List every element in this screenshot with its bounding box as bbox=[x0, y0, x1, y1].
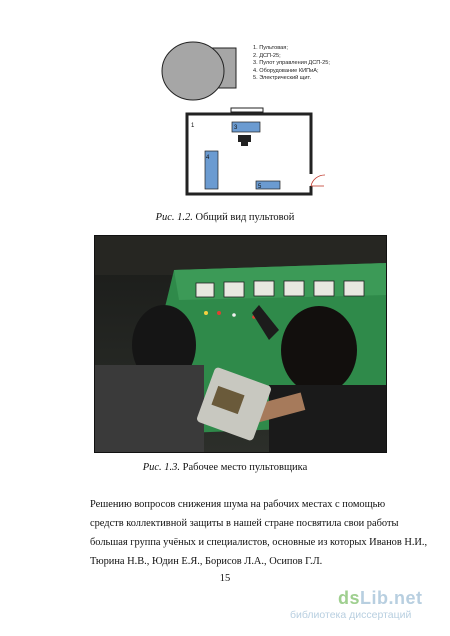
caption-prefix: Рис. 1.3. bbox=[142, 462, 181, 473]
passage-strip bbox=[231, 108, 263, 112]
legend-item: 1. Пультовая; bbox=[253, 45, 288, 51]
page-number: 15 bbox=[219, 573, 231, 584]
legend-item: 3. Пулот управления ДСП-25; bbox=[253, 60, 330, 67]
figure-caption-1-3 bbox=[0, 462, 450, 473]
room-label-1: 1 bbox=[191, 123, 195, 129]
paragraph-line: большая группа учёных и специалистов, основные из которых Иванов Н.И., bbox=[90, 537, 428, 548]
watermark-logo bbox=[338, 588, 423, 609]
door-arc bbox=[311, 175, 325, 186]
furnace-ellipse bbox=[162, 42, 224, 100]
operator-workplace-photo bbox=[94, 235, 387, 453]
legend-item: 5. Электрический щит. bbox=[253, 75, 312, 82]
room-label-3: 3 bbox=[234, 125, 238, 131]
legend-item: 2. ДСП-25; bbox=[253, 52, 281, 59]
room-label-5: 5 bbox=[258, 184, 262, 190]
body-paragraph bbox=[90, 495, 428, 571]
caption-prefix: Рис. 1.2. bbox=[155, 212, 193, 223]
watermark-subtitle: библиотека диссертаций bbox=[290, 609, 412, 621]
paragraph-line: Решению вопросов снижения шума на рабочих местах с помощью bbox=[90, 499, 386, 510]
diagram-legend bbox=[253, 45, 330, 83]
caption-text: Общий вид пультовой bbox=[192, 212, 295, 223]
figure-caption-1-2 bbox=[0, 212, 450, 223]
paragraph-line: средств коллективной защиты в нашей стране посвятила свои работы bbox=[90, 518, 399, 529]
legend-item: 4. Оборудование КИПиА; bbox=[253, 67, 319, 74]
watermark-logo-prefix: ds bbox=[338, 588, 361, 608]
caption-text: Рабочее место пультовщика bbox=[180, 462, 308, 473]
paragraph-line: Тюрина Н.В., Юдин Е.Я., Борисов Л.А., Осипов Г.Л. bbox=[90, 556, 323, 567]
room-label-4: 4 bbox=[206, 155, 210, 161]
watermark-logo-rest: Lib.net bbox=[360, 588, 423, 608]
